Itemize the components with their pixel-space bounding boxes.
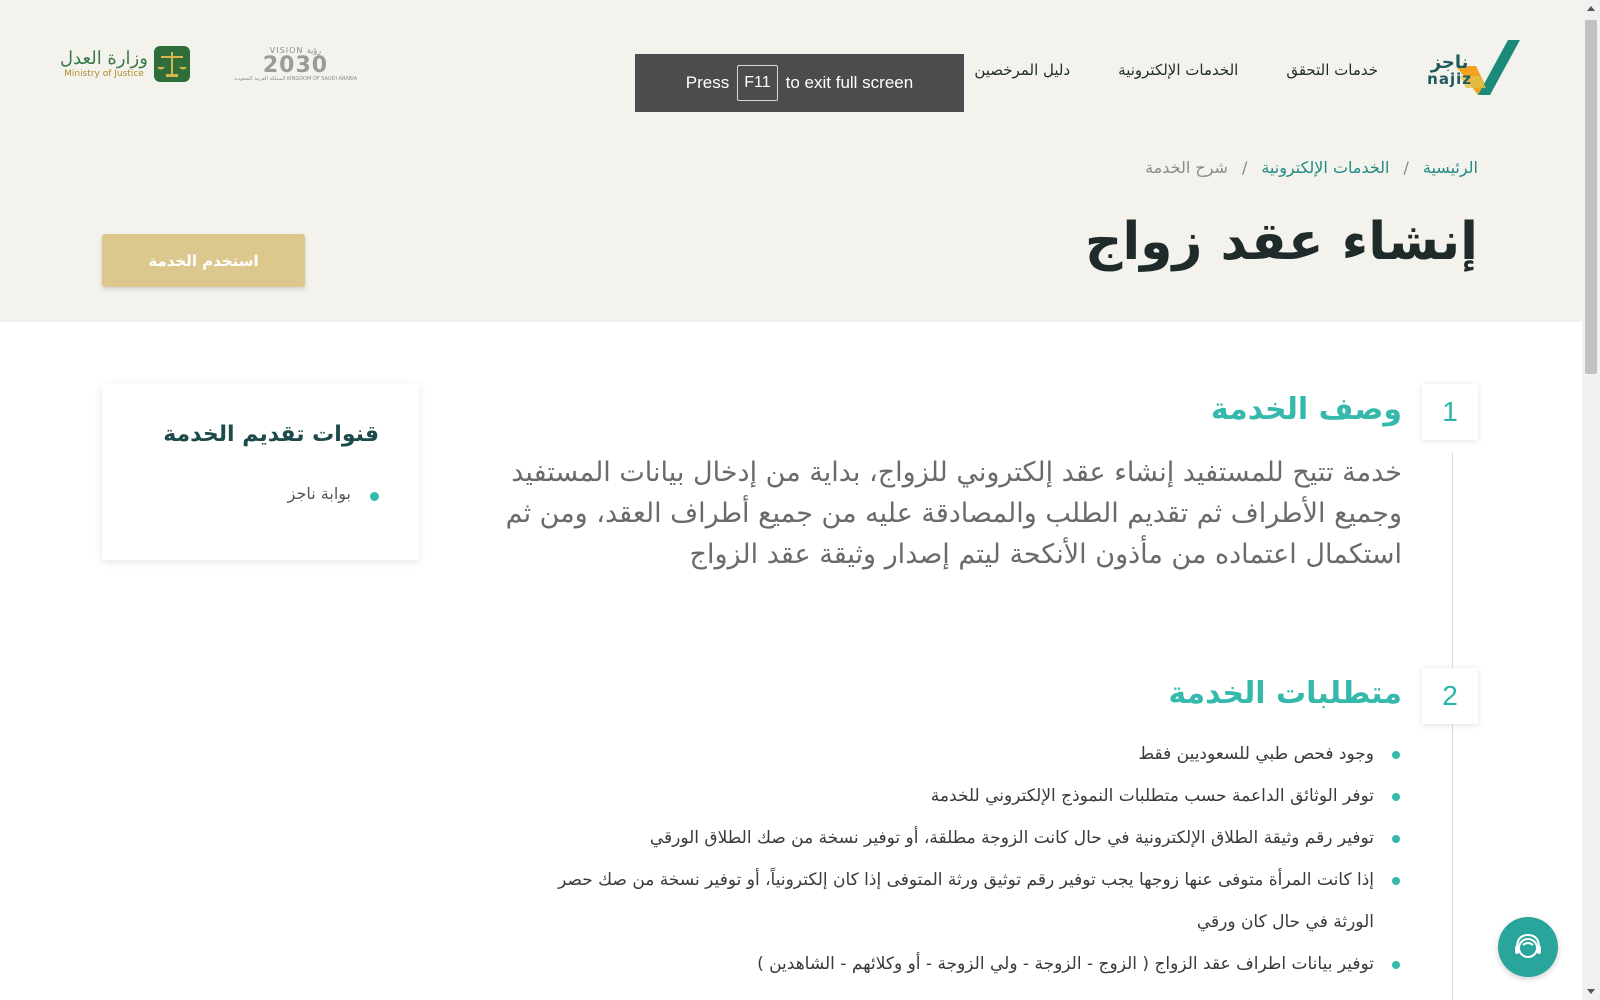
toast-suffix-text: to exit full screen — [785, 73, 914, 92]
breadcrumb-current: شرح الخدمة — [1145, 158, 1228, 177]
brand-name — [1427, 54, 1472, 87]
list-item: توفير رقم وثيقة الطلاق الإلكترونية في حال كانت الزوجة مطلقة، أو توفير نسخة من صك الطلاق الورقي — [522, 817, 1402, 859]
scrollbar-thumb[interactable] — [1585, 20, 1597, 374]
channel-item: بوابة ناجز — [288, 484, 379, 503]
service-description: خدمة تتيح للمستفيد إنشاء عقد إلكتروني للزواج، بداية من إدخال بيانات المستفيد وجميع الأطراف ثم تقديم الطلب والمصادقة عليه من جميع أطراف العقد، ومن ثم استكمال اعتماده من مأذون الأنكحة ليتم إصدار وثيقة عقد الزواج — [505, 457, 1402, 570]
step-number-1: 1 — [1422, 384, 1478, 440]
moj-text — [60, 48, 148, 80]
breadcrumb-separator: / — [1403, 158, 1409, 177]
breadcrumb-home[interactable]: الرئيسية — [1422, 158, 1478, 177]
brand-name-en: najiz — [1427, 70, 1472, 88]
support-chat-button[interactable] — [1498, 917, 1558, 977]
vision-year: 2030 — [262, 52, 329, 78]
brand-name-ar: ناجز — [1430, 52, 1469, 73]
breadcrumb-eservices[interactable]: الخدمات الإلكترونية — [1261, 158, 1390, 177]
toast-press-text: Press — [685, 73, 730, 92]
najiz-logo[interactable] — [1410, 40, 1520, 100]
channels-title: قنوات تقديم الخدمة — [163, 422, 379, 447]
step-number-2: 2 — [1422, 668, 1478, 724]
use-service-button[interactable]: استخدم الخدمة — [102, 234, 305, 287]
channels-card — [102, 384, 419, 560]
fullscreen-toast — [635, 54, 964, 112]
requirements-list — [522, 733, 1402, 985]
scroll-up-icon[interactable] — [1587, 6, 1595, 11]
list-item: إذا كانت المرأة متوفى عنها زوجها يجب توفير رقم توثيق ورثة المتوفى إذا كان إلكترونياً، أو توفير نسخة من صك حصر الورثة في حال كان ورقي — [522, 859, 1402, 943]
scales-icon — [152, 44, 192, 84]
scroll-down-icon[interactable] — [1587, 989, 1595, 994]
moj-name-ar: وزارة العدل — [60, 47, 148, 69]
list-item: توفير بيانات اطراف عقد الزواج ( الزوج - الزوجة - ولي الزوجة - أو وكلائهم - الشاهدين ) — [522, 943, 1402, 985]
moj-name-en: Ministry of Justice — [64, 69, 144, 80]
section-title-requirements: متطلبات الخدمة — [1168, 676, 1402, 711]
nav-item-eservices[interactable]: الخدمات الإلكترونية — [1118, 61, 1239, 79]
page-scrollbar[interactable] — [1582, 0, 1600, 1000]
nav-item-licensees[interactable]: دليل المرخصين — [974, 61, 1071, 79]
vision-subtitle: المملكة العربية السعودية KINGDOM OF SAUDI ARABIA — [233, 75, 357, 82]
page-title: إنشاء عقد زواج — [1084, 212, 1478, 272]
list-item: وجود فحص طبي للسعوديين فقط — [522, 733, 1402, 775]
headset-icon — [1510, 929, 1546, 965]
section-title-description: وصف الخدمة — [1210, 392, 1402, 427]
list-item: توفر الوثائق الداعمة حسب متطلبات النموذج الإلكتروني للخدمة — [522, 775, 1402, 817]
partner-logos — [60, 44, 357, 84]
vision-label: VISION رؤية — [269, 45, 322, 55]
breadcrumb — [1145, 158, 1478, 177]
timeline-line — [1452, 452, 1453, 1000]
toast-key: F11 — [737, 65, 777, 101]
vision-2030-logo[interactable] — [234, 47, 357, 82]
channels-list — [288, 484, 379, 503]
breadcrumb-separator: / — [1241, 158, 1248, 177]
nav-item-verification[interactable]: خدمات التحقق — [1286, 61, 1378, 79]
moj-logo[interactable] — [60, 44, 192, 84]
